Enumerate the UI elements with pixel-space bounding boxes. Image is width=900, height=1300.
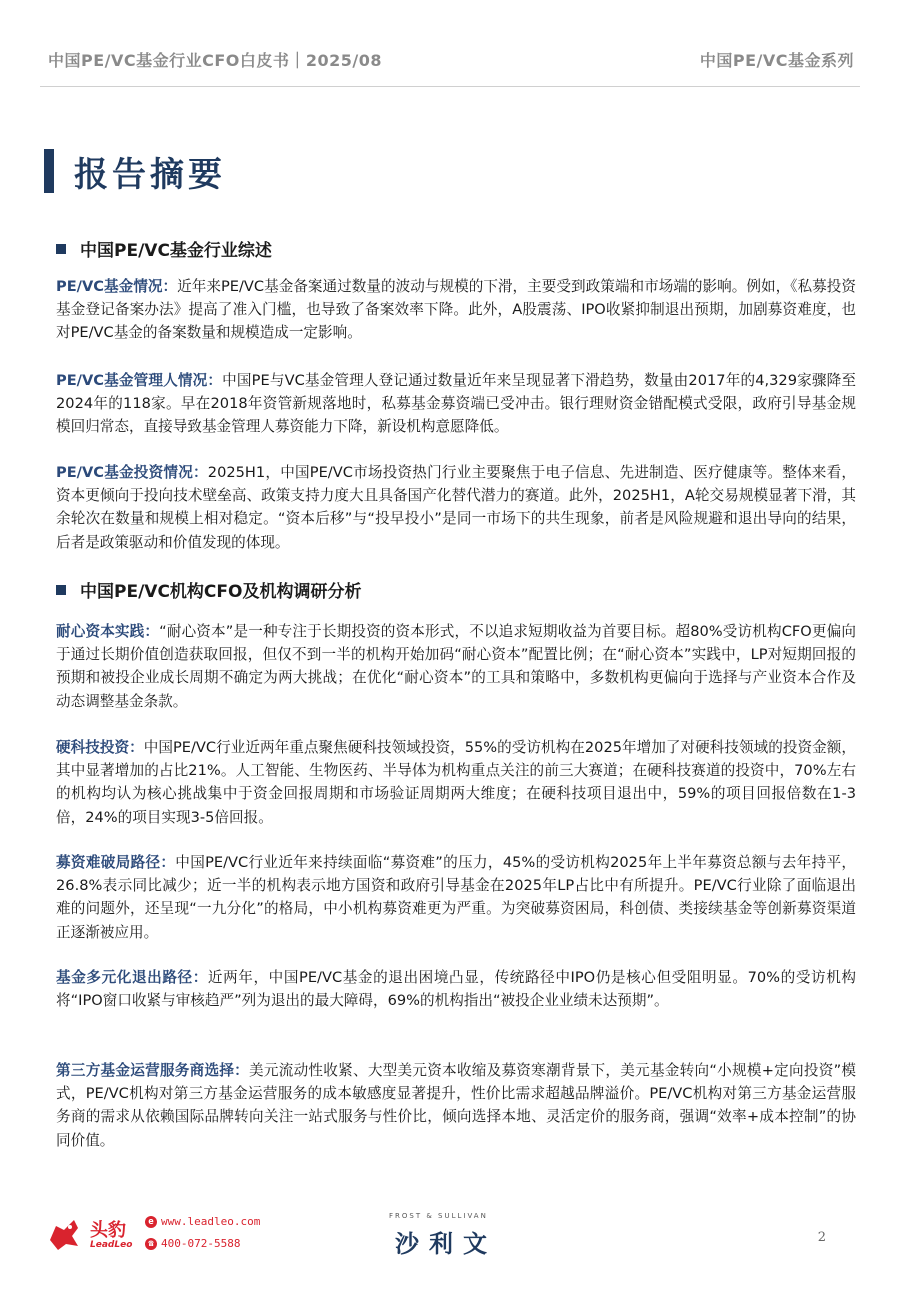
header-divider (40, 86, 860, 87)
phone-icon: ☎ (145, 1238, 157, 1250)
paragraph-exit-paths (56, 966, 856, 1012)
paragraph-lead: 基金多元化退出路径： (56, 969, 208, 986)
paragraph-lead: 第三方基金运营服务商选择： (56, 1062, 250, 1079)
header-report-title: 中国PE/VC基金行业CFO白皮书｜2025/08 (48, 51, 383, 70)
website-link[interactable] (145, 1215, 260, 1228)
phone-contact (145, 1237, 240, 1250)
paragraph-lead: 耐心资本实践： (56, 623, 160, 640)
page-number: 2 (817, 1230, 826, 1245)
section-heading-text: 中国PE/VC基金行业综述 (80, 241, 272, 261)
paragraph-lead: PE/VC基金管理人情况： (56, 372, 223, 389)
square-bullet-icon (56, 585, 66, 595)
page-title-block (44, 148, 226, 194)
paragraph-text: 2025H1，中国PE/VC市场投资热门行业主要聚焦于电子信息、先进制造、医疗健康等。整体来看，资本更倾向于投向技术壁垒高、政策支持力度大且具备国产化替代潜力的赛道。此外，2025H1，A轮交易规模显著下滑，其余轮次在数量和规模上相对稳定。“资本后移”与“投早投小”是同一市场下的共生现象，前者是风险规避和退出导向的结果，后者是政策驱动和价值发现的体现。 (56, 464, 856, 551)
paragraph-text: 美元流动性收紧、大型美元资本收缩及募资寒潮背景下，美元基金转向“小规模+定向投资”模式，PE/VC机构对第三方基金运营服务的成本敏感度显著提升，性价比需求超越品牌溢价。PE/VC机构对第三方基金运营服务商的需求从依赖国际品牌转向关注一站式服务与性价比，倾向选择本地、灵活定价的服务商，强调“效率+成本控制”的协同价值。 (56, 1062, 856, 1149)
paragraph-patient-capital (56, 620, 856, 713)
paragraph-fundraising (56, 851, 856, 944)
website-text: www.leadleo.com (161, 1215, 261, 1228)
paragraph-text: 近年来PE/VC基金备案通过数量的波动与规模的下滑，主要受到政策端和市场端的影响。例如，《私募投资基金登记备案办法》提高了准入门槛，也导致了备案效率下降。此外，A股震荡、IPO收紧抑制退出预期，加剧募资难度，也对PE/VC基金的备案数量和规模造成一定影响。 (56, 278, 856, 342)
partner-name-en: FROST & SULLIVAN (389, 1212, 488, 1220)
web-icon: e (145, 1216, 157, 1228)
section-heading-cfo-survey (56, 577, 361, 602)
paragraph-lead: PE/VC基金情况： (56, 278, 178, 295)
partner-name-cn: 沙利文 (395, 1230, 497, 1258)
phone-text: 400-072-5588 (161, 1237, 241, 1250)
paragraph-text: 中国PE/VC行业近年来持续面临“募资难”的压力，45%的受访机构2025年上半年募资总额与去年持平，26.8%表示同比减少；近一半的机构表示地方国资和政府引导基金在2025年LP占比中有所提升。PE/VC行业除了面临退出难的问题外，还呈现“一九分化”的格局，中小机构募资难更为严重。为突破募资困局，科创债、类接续基金等创新募资渠道正逐渐被应用。 (56, 854, 856, 941)
paragraph-fund-manager (56, 369, 856, 439)
paragraph-third-party-admin (56, 1059, 856, 1152)
page-title: 报告摘要 (74, 154, 226, 195)
paragraph-lead: 硬科技投资： (56, 739, 144, 756)
title-accent-bar (44, 149, 54, 193)
paragraph-lead: PE/VC基金投资情况： (56, 464, 208, 481)
square-bullet-icon (56, 244, 66, 254)
paragraph-text: “耐心资本”是一种专注于长期投资的资本形式，不以追求短期收益为首要目标。超80%受访机构CFO更偏向于通过长期价值创造获取回报，但仅不到一半的机构开始加码“耐心资本”配置比例；在“耐心资本”实践中，LP对短期回报的预期和被投企业成长周期不确定为两大挑战；在优化“耐心资本”的工具和策略中，多数机构更偏向于选择与产业资本合作及动态调整基金条款。 (56, 623, 856, 710)
brand-name-en: LeadLeo (90, 1240, 133, 1250)
paragraph-hard-tech (56, 736, 856, 829)
paragraph-text: 近两年，中国PE/VC基金的退出困境凸显，传统路径中IPO仍是核心但受阻明显。70%的受访机构将“IPO窗口收紧与审核趋严”列为退出的最大障碍，69%的机构指出“被投企业业绩未达预期”。 (56, 969, 856, 1010)
paragraph-lead: 募资难破局路径： (56, 854, 176, 871)
page-footer (40, 1210, 860, 1270)
section-heading-industry (56, 236, 272, 261)
paragraph-text: 中国PE与VC基金管理人登记通过数量近年来呈现显著下滑趋势，数量由2017年的4,329家骤降至2024年的118家。早在2018年资管新规落地时，私募基金募资端已受冲击。银行理财资金错配模式受限，政府引导基金规模回归常态，直接导致基金管理人募资能力下降，新设机构意愿降低。 (56, 372, 856, 436)
paragraph-fund-investment (56, 461, 856, 554)
paragraph-text: 中国PE/VC行业近两年重点聚焦硬科技领域投资，55%的受访机构在2025年增加了对硬科技领域的投资金额，其中显著增加的占比21%。人工智能、生物医药、半导体为机构重点关注的前三大赛道；在硬科技赛道的投资中，70%左右的机构均认为核心挑战集中于资金回报周期和市场验证周期两大维度；在硬科技项目退出中，59%的项目回报倍数在1-3倍，24%的项目实现3-5倍回报。 (56, 739, 856, 826)
paragraph-fund-status (56, 275, 856, 345)
brand-name-cn: 头豹 (90, 1220, 126, 1241)
section-heading-text: 中国PE/VC机构CFO及机构调研分析 (80, 582, 362, 602)
header-series-name: 中国PE/VC基金系列 (699, 51, 854, 70)
leadleo-logo-icon (44, 1214, 84, 1254)
